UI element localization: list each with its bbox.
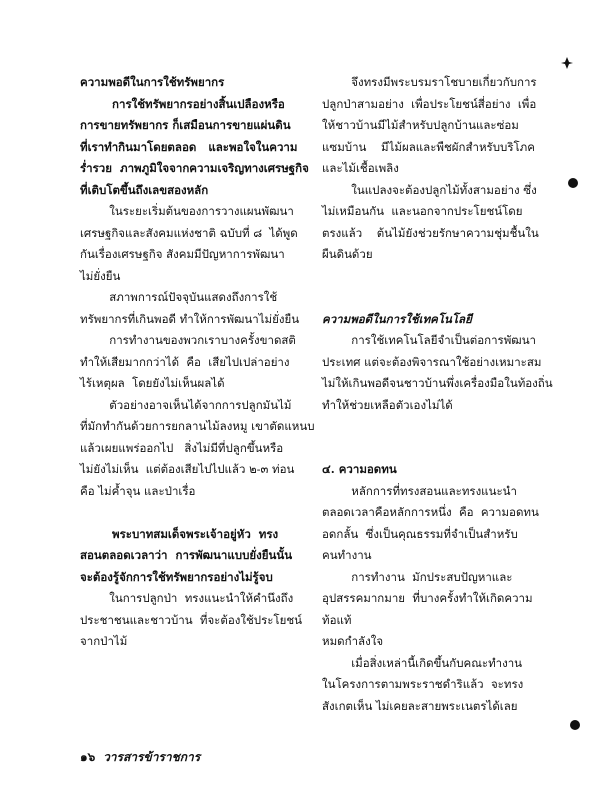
paragraph: ในระยะเริ่มต้นของการวางแผนพัฒนา เศรษฐกิจและสังคมแห่งชาติ ฉบับที่ ๘ ได้พูด กันเรื่องเศรษฐกิจ สังคมมีปัญหาการพัฒนา ไม่ยั่งยืน — [80, 204, 298, 283]
paragraph: จึงทรงมีพระบรมราโชบายเกี่ยวกับการ ปลูกป่าสามอย่าง เพื่อประโยชน์สี่อย่าง เพื่อ ให้ชาวบ้านมีไม้สำหรับปลูกบ้านและซ่อม แซมบ้าน มีไม้ผลและพืชผักสำหรับบริโภค และไม้เชื้อเพลิง — [322, 75, 537, 175]
paragraph: การใช้ทรัพยากรอย่างสิ้นเปลืองหรือ การขายทรัพยากร ก็เสมือนการขายแผ่นดิน ที่เราทำกินมาโดยตลอด และพอใจในความ ร่ำรวย ภาพภูมิใจจากความเจริญทางเศรษฐกิจ ที่เติบโตขึ้นถึงเลขสองหลัก — [80, 96, 309, 197]
scan-speck-icon — [566, 176, 580, 190]
right-column — [322, 72, 554, 717]
paragraph: การทำงานของพวกเราบางครั้งขาดสติ ทำให้เสียมากกว่าได้ คือ เสียไปเปล่าอย่าง ไร้เหตุผล โดยยังไม่เห็นผลได้ — [80, 333, 296, 390]
journal-title: วารสารข้าราชการ — [103, 750, 201, 764]
paragraph-royal-teaching: พระบาทสมเด็จพระเจ้าอยู่หัว ทรง สอนตลอดเวลาว่า การพัฒนาแบบยั่งยืนนั้น จะต้องรู้จักการใช้ทรัพยากรอย่างไม่รู้จบ — [80, 526, 293, 584]
paragraph: หลักการที่ทรงสอนและทรงแนะนำ ตลอดเวลาคือหลักการหนึ่ง คือ ความอดทน อดกลั้น ซึ่งเป็นคุณธรรมที่จำเป็นสำหรับ คนทำงาน — [322, 483, 539, 562]
paragraph: การใช้เทคโนโลยีจำเป็นต่อการพัฒนา ประเทศ แต่จะต้องพิจารณาใช้อย่างเหมาะสม ไม่ให้เกินพอดีจนชาวบ้านพึ่งเครื่องมือในท้องถิ่น ทำให้ช่วยเหลือตัวเองไม่ได้ — [322, 333, 553, 412]
paragraph: ในการปลูกป่า ทรงแนะนำให้คำนึงถึง ประชาชนและชาวบ้าน ที่จะต้องใช้ประโยชน์ จากป่าไม้ — [80, 591, 303, 648]
section-heading-patience: ๔. ความอดทน — [322, 462, 397, 476]
paragraph: สภาพการณ์ปัจจุบันแสดงถึงการใช้ ทรัพยากรที่เกินพอดี ทำให้การพัฒนาไม่ยั่งยืน — [80, 290, 300, 326]
section-heading-technology: ความพอดีในการใช้เทคโนโลยี — [322, 311, 472, 326]
page-number: ๑๖ — [80, 750, 96, 764]
scan-speck-icon — [560, 56, 574, 70]
paragraph: ตัวอย่างอาจเห็นได้จากการปลูกมันไม้ ที่มักทำกันด้วยการยกลานไม้ลงหมู เขาตัดแหนบ แล้วเผยแพร่ออกไป สิ่งไม่มีที่ปลูกขึ้นหรือ ไม่ยังไม่เห็น แต่ต้องเสียไปไปแล้ว ๒-๓ ท่อน คือ ไม่ค้ำจุน และป่าเรื่อ — [80, 397, 315, 498]
scan-speck-icon — [568, 718, 582, 732]
section-heading-resources: ความพอดีในการใช้ทรัพยากร — [80, 75, 225, 89]
paragraph: การทำงาน มักประสบปัญหาและ อุปสรรคมากมาย ที่บางครั้งทำให้เกิดความท้อแท้ หมดกำลังใจ — [322, 569, 533, 648]
page-footer — [80, 748, 200, 766]
left-column — [80, 72, 316, 653]
paragraph: เมื่อสิ่งเหล่านี้เกิดขึ้นกับคณะทำงาน ในโครงการตามพระราชดำริแล้ว จะทรง สังเกตเห็น ไม่เคยละสายพระเนตรได้เลย — [322, 655, 524, 713]
paragraph: ในแปลงจะต้องปลูกไม้ทั้งสามอย่าง ซึ่ง ไม่เหมือนกัน และนอกจากประโยชน์โดย ตรงแล้ว ต้นไม้ยังช่วยรักษาความชุ่มชื้นใน ผืนดินด้วย — [322, 182, 539, 261]
